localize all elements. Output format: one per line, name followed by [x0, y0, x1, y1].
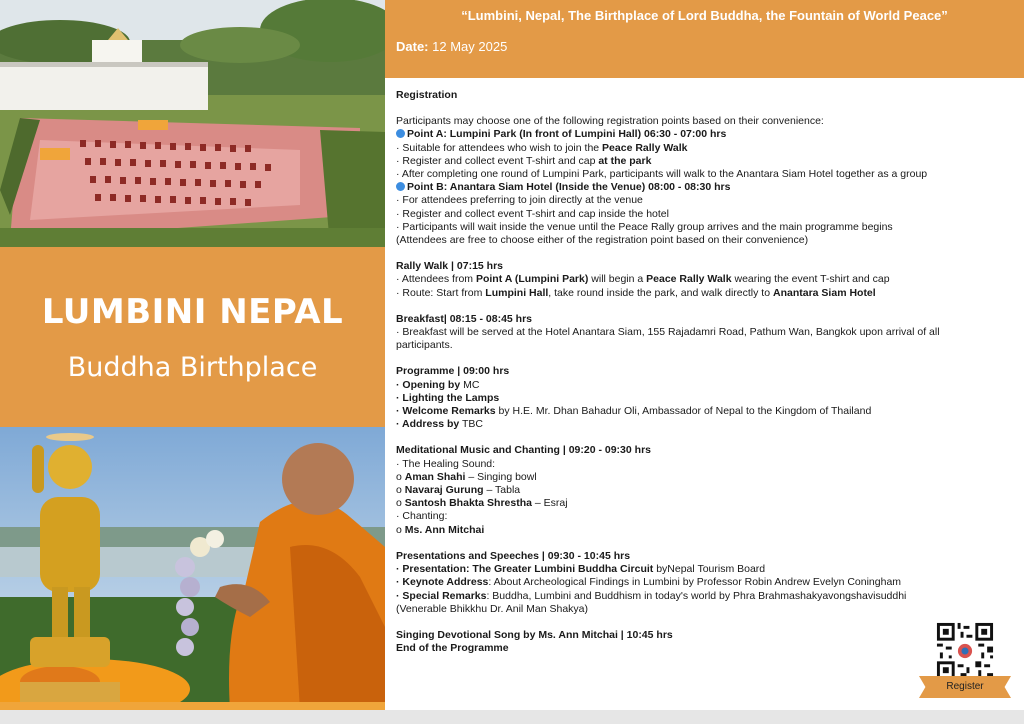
point-b-detail: · Participants will wait inside the venue until the Peace Rally group arrives and the main programme begins: [396, 220, 893, 233]
event-quote: “Lumbini, Nepal, The Birthplace of Lord Buddha, the Fountain of World Peace”: [461, 8, 948, 23]
maya-devi-temple-photo: [0, 0, 385, 247]
point-b-detail: · Register and collect event T-shirt and cap inside the hotel: [396, 207, 669, 220]
programme-item: · Lighting the Lamps: [396, 391, 500, 404]
music-item: o Ms. Ann Mitchai: [396, 523, 485, 536]
event-date: [396, 39, 507, 54]
monk-offering-photo: [0, 427, 385, 710]
breakfast-detail: participants.: [396, 339, 453, 352]
closing-song: Singing Devotional Song by Ms. Ann Mitchai | 10:45 hrs: [396, 628, 673, 641]
blue-bullet-icon: [396, 182, 405, 191]
location-subtitle: Buddha Birthplace: [67, 351, 318, 383]
register-label: Register: [946, 681, 984, 692]
programme-item: · Address by TBC: [396, 418, 483, 431]
point-a-detail: · Suitable for attendees who wish to join the Peace Rally Walk: [396, 141, 688, 154]
music-heading: Meditational Music and Chanting | 09:20 - 09:30 hrs: [396, 444, 651, 457]
rally-route: · Route: Start from Lumpini Hall, take round inside the park, and walk directly to Anantara Siam Hotel: [396, 286, 876, 299]
header-band: [385, 0, 1024, 78]
registration-note: (Attendees are free to choose either of the registration point based on their convenience): [396, 234, 809, 247]
music-item: o Aman Shahi – Singing bowl: [396, 470, 537, 483]
presentation-item: · Presentation: The Greater Lumbini Buddha Circuit byNepal Tourism Board: [396, 563, 766, 576]
point-a-detail: · Register and collect event T-shirt and cap at the park: [396, 154, 652, 167]
right-panel: [385, 0, 1024, 710]
programme-item: · Opening by MC: [396, 378, 480, 391]
presentation-item: (Venerable Bhikkhu Dr. Anil Man Shakya): [396, 602, 589, 615]
date-value: 12 May 2025: [432, 39, 508, 54]
programme-item: · Welcome Remarks by H.E. Mr. Dhan Bahadur Oli, Ambassador of Nepal to the Kingdom of Thailand: [396, 405, 872, 418]
breakfast-detail: · Breakfast will be served at the Hotel Anantara Siam, 155 Rajadamri Road, Pathum Wan, Bangkok upon arrival of all: [396, 326, 940, 339]
rally-heading: Rally Walk | 07:15 hrs: [396, 260, 504, 273]
location-title: LUMBINI NEPAL: [41, 291, 344, 332]
point-b-line: Point B: Anantara Siam Hotel (Inside the Venue) 08:00 - 08:30 hrs: [396, 181, 1018, 194]
rally-detail: · Attendees from Point A (Lumpini Park) will begin a Peace Rally Walk wearing the event T-shirt and cap: [396, 273, 890, 286]
presentation-item: · Special Remarks: Buddha, Lumbini and Buddhism in today's world by Phra Brahmashakyavongshavisuddhi: [396, 589, 907, 602]
presentations-heading: Presentations and Speeches | 09:30 - 10:45 hrs: [396, 549, 631, 562]
music-item: o Santosh Bhakta Shrestha – Esraj: [396, 497, 568, 510]
music-item: · The Healing Sound:: [396, 457, 496, 470]
date-label: Date:: [396, 39, 429, 54]
music-item: · Chanting:: [396, 510, 448, 523]
left-panel: [0, 0, 385, 710]
presentation-item: · Keynote Address: About Archeological Findings in Lumbini by Professor Robin Andrew Evelyn Coningham: [396, 576, 902, 589]
programme-heading: Programme | 09:00 hrs: [396, 365, 510, 378]
registration-heading: Registration: [396, 89, 458, 101]
register-button[interactable]: [919, 676, 1011, 698]
point-a-line: Point A: Lumpini Park (In front of Lumpini Hall) 06:30 - 07:00 hrs: [396, 128, 1018, 141]
registration-intro: Participants may choose one of the following registration points based on their convenience:: [396, 115, 824, 128]
blue-bullet-icon: [396, 129, 405, 138]
title-band: [0, 247, 385, 427]
programme-details: [396, 89, 1018, 655]
music-item: o Navaraj Gurung – Tabla: [396, 484, 521, 497]
point-a-detail: · After completing one round of Lumpini Park, participants will walk to the Anantara Siam Hotel together as a group: [396, 168, 928, 181]
end-of-programme: End of the Programme: [396, 642, 509, 655]
qr-code-icon[interactable]: [934, 620, 996, 682]
breakfast-heading: Breakfast| 08:15 - 08:45 hrs: [396, 312, 533, 325]
point-b-detail: · For attendees preferring to join directly at the venue: [396, 194, 643, 207]
